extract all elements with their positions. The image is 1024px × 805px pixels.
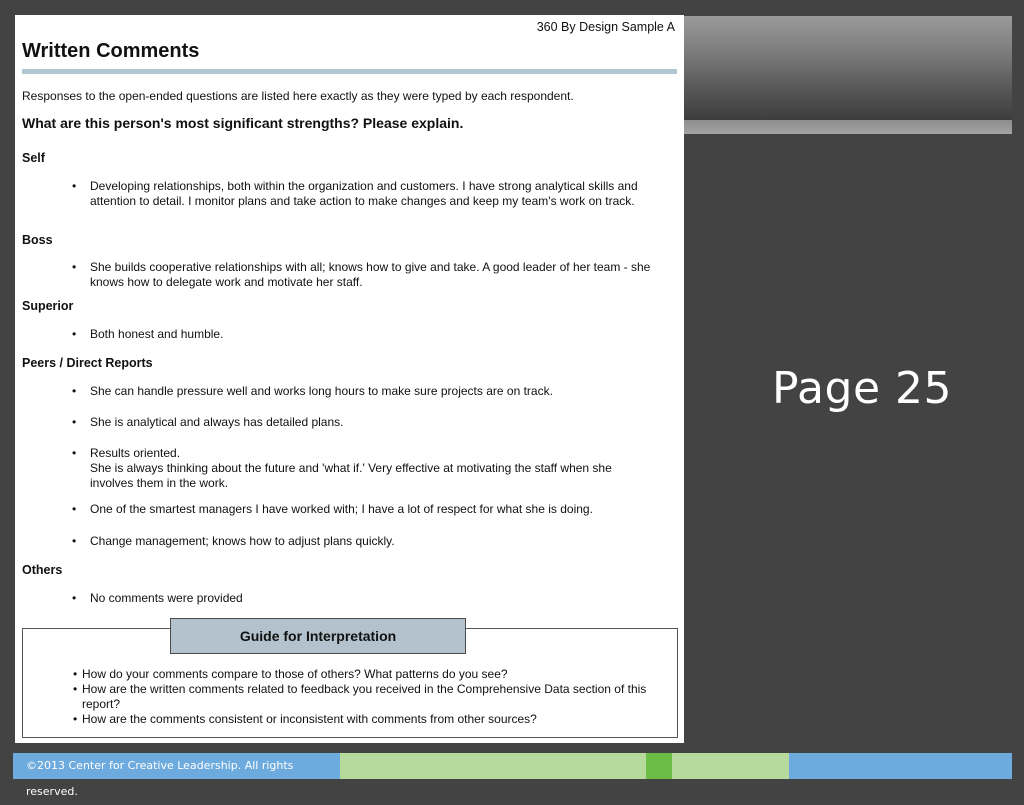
document-title: Written Comments xyxy=(22,40,200,62)
list-item: • Change management; knows how to adjust plans quickly. xyxy=(72,534,395,548)
list-item: • She builds cooperative relationships with all; knows how to give and take. A good leader of her team - she knows how to delegate work and motivate her staff. xyxy=(72,260,651,289)
footer-segment xyxy=(672,753,789,779)
bullet-icon: • xyxy=(73,712,78,726)
guide-item: • How do your comments compare to those of others? What patterns do you see? xyxy=(73,667,508,681)
list-item: • Developing relationships, both within the organization and customers. I have strong analytical skills and attention to detail. I monitor plans and take action to make changes and keep my team's work on track. xyxy=(72,179,638,208)
document-page xyxy=(15,15,684,743)
list-item: • She can handle pressure well and works long hours to make sure projects are on track. xyxy=(72,384,553,398)
guide-item: • How are the comments consistent or inconsistent with comments from other sources? xyxy=(73,712,537,726)
footer-bar xyxy=(13,753,1012,798)
list-item: • Both honest and humble. xyxy=(72,327,224,341)
intro-text: Responses to the open-ended questions are listed here exactly as they were typed by each respondent. xyxy=(22,89,574,103)
bullet-icon: • xyxy=(72,415,77,429)
title-divider xyxy=(22,69,677,74)
bullet-icon: • xyxy=(72,179,77,193)
page-number: Page 25 xyxy=(772,363,952,414)
list-item: • No comments were provided xyxy=(72,591,243,605)
footer-segment xyxy=(340,753,646,779)
document-header: 360 By Design Sample A xyxy=(536,20,675,34)
section-label-self: Self xyxy=(22,151,45,165)
bullet-icon: • xyxy=(72,591,77,605)
list-item: • Results oriented. She is always thinking about the future and 'what if.' Very effective at motivating the staff when she involves them in the work. xyxy=(72,446,612,490)
question-heading: What are this person's most significant strengths? Please explain. xyxy=(22,115,464,131)
bullet-icon: • xyxy=(72,327,77,341)
guide-item: • How are the written comments related to feedback you received in the Comprehensive Data section of this report? xyxy=(73,682,647,711)
list-item: • She is analytical and always has detailed plans. xyxy=(72,415,344,429)
bullet-icon: • xyxy=(72,384,77,398)
slide-banner xyxy=(684,16,1012,120)
section-label-superior: Superior xyxy=(22,299,74,313)
bullet-icon: • xyxy=(73,682,78,696)
guide-list xyxy=(73,667,663,727)
section-label-peers: Peers / Direct Reports xyxy=(22,356,153,370)
copyright-text: ©2013 Center for Creative Leadership. All rights reserved. xyxy=(13,753,340,779)
section-label-boss: Boss xyxy=(22,233,53,247)
bullet-icon: • xyxy=(72,534,77,548)
section-label-others: Others xyxy=(22,563,63,577)
footer-segment xyxy=(646,753,672,779)
list-item: • One of the smartest managers I have worked with; I have a lot of respect for what she is doing. xyxy=(72,502,593,516)
slide-banner-strip xyxy=(684,120,1012,134)
guide-title: Guide for Interpretation xyxy=(170,618,466,654)
footer-segment xyxy=(789,753,1012,779)
bullet-icon: • xyxy=(72,260,77,274)
bullet-icon: • xyxy=(72,446,77,460)
bullet-icon: • xyxy=(72,502,77,516)
bullet-icon: • xyxy=(73,667,78,681)
